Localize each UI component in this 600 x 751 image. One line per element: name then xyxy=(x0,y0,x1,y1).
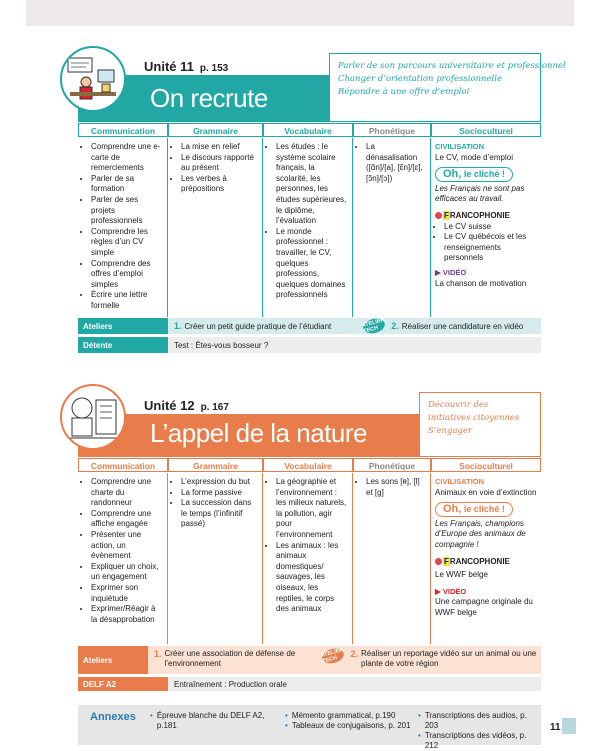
atelier-2: Réaliser un reportage vidéo sur un animal ou une plante de votre région xyxy=(361,649,537,668)
page-number-tab xyxy=(562,718,576,734)
francophonie-rest: RANCOPHONIE xyxy=(449,210,510,220)
annexe-text: Transcriptions des vidéos, p. 212 xyxy=(424,731,527,750)
unit-12-title-block xyxy=(78,392,419,457)
objective: Répondre à une offre d’emploi xyxy=(338,87,470,97)
cliche-text: Les Français ne sont pas efficaces au travail. xyxy=(435,183,525,204)
header-grammaire: Grammaire xyxy=(168,458,263,472)
annexe-text: Mémento grammatical, p.190 xyxy=(291,711,396,720)
atelier-1: Créer une association de défense de l’environnement xyxy=(164,649,296,668)
unit-12-illustration xyxy=(60,384,126,450)
francophonie-title xyxy=(435,211,537,222)
video-text: La chanson de motivation xyxy=(435,278,527,288)
francophonie-dot-icon xyxy=(435,558,442,565)
header-phonetique: Phonétique xyxy=(353,458,431,472)
list-item: • Le CV suisse xyxy=(444,222,537,233)
unit-11-content xyxy=(78,138,541,317)
cliche-oh: Oh, xyxy=(443,168,462,181)
unit-11-header xyxy=(78,53,566,122)
francophonie-rest: RANCOPHONIE xyxy=(449,556,510,566)
unit-12-ateliers-row xyxy=(78,646,541,674)
list-item: • Comprendre une affiche engagée xyxy=(91,509,163,530)
video-label: VIDÉO xyxy=(442,586,467,596)
unit-11-ateliers-row xyxy=(78,318,541,334)
unit-12-socioculturel xyxy=(431,473,541,644)
atelier-tech-badge: ATELIER TECH xyxy=(320,647,345,665)
header-communication: Communication xyxy=(78,458,168,472)
header-communication: Communication xyxy=(78,123,168,137)
unit-11-number: Unité 11 xyxy=(144,59,194,74)
atelier-tech-badge: ATELIER TECH xyxy=(361,317,386,335)
unit-12-vocabulaire xyxy=(263,473,353,644)
list-item: • Comprendre les règles d’un CV simple xyxy=(91,227,163,259)
cliche-text: Les Français, champions d’Europe des animaux de compagnie ! xyxy=(435,518,526,549)
francophonie-item: Le WWF belge xyxy=(435,570,488,580)
atelier-number: 1. xyxy=(174,321,182,331)
bullet-icon: • xyxy=(418,711,421,720)
list-item: • Comprendre une charte du randonneur xyxy=(91,477,163,509)
unit-12-communication xyxy=(78,473,168,644)
list-item: • Présenter une action, un évènement xyxy=(91,530,163,562)
atelier-number: 2. xyxy=(391,321,399,331)
objective: Découvrir des initiatives citoyennes xyxy=(428,400,520,423)
list-item: • Comprendre une e-carte de remerciements xyxy=(91,142,163,174)
annexes-column-1 xyxy=(150,711,275,731)
list-item: • Les verbes à prépositions xyxy=(181,174,258,195)
objective: S’engager xyxy=(428,426,473,436)
list-item: • Le CV québécois et les renseignements personnels xyxy=(444,232,537,264)
annexe-item xyxy=(285,721,413,731)
bullet-icon: • xyxy=(285,711,288,720)
unit-11-communication xyxy=(78,138,168,317)
list-item: • La mise en relief xyxy=(181,142,258,153)
header-grammaire: Grammaire xyxy=(168,123,263,137)
francophonie-title xyxy=(435,557,537,568)
ateliers-label: Ateliers xyxy=(78,646,148,674)
unit-11-vocabulaire xyxy=(263,138,353,317)
video-title xyxy=(435,268,537,279)
unit-11-column-headers xyxy=(78,123,541,137)
bullet-icon: • xyxy=(285,721,288,730)
unit-12-phonetique xyxy=(353,473,431,644)
detente-text: Test : Êtes-vous bosseur ? xyxy=(174,340,269,350)
unit-12-grammaire xyxy=(168,473,263,644)
list-item: • Exprimer/Réagir à la désapprobation xyxy=(91,604,163,625)
list-item: • Écrire une lettre formelle xyxy=(91,290,163,311)
nature-drawing-icon xyxy=(62,386,124,448)
list-item: • Le discours rapporté au présent xyxy=(181,153,258,174)
ateliers-content xyxy=(168,318,541,334)
cliche-badge xyxy=(435,502,513,517)
objective: Parler de son parcours universitaire et professionnel xyxy=(338,61,566,71)
list-item: • Les animaux : les animaux domestiques/ sauvages, les oiseaux, les reptiles, le corps des animaux xyxy=(276,541,348,615)
francophonie-initial: F xyxy=(444,210,449,220)
list-item: • Expliquer un choix, un engagement xyxy=(91,562,163,583)
list-item: • Exprimer son inquiétude xyxy=(91,583,163,604)
unit-12-label xyxy=(144,398,229,413)
cliche-badge xyxy=(435,167,513,182)
header-phonetique: Phonétique xyxy=(353,123,431,137)
unit-11-objectives xyxy=(329,53,566,122)
video-play-icon: ▶ xyxy=(435,267,441,277)
bullet-icon: • xyxy=(150,711,153,720)
bullet-icon: • xyxy=(418,731,421,740)
cliche-oh: Oh, xyxy=(443,503,462,516)
detente-label: Détente xyxy=(78,337,168,353)
list-item: • La forme passive xyxy=(181,488,258,499)
annexe-text: Transcriptions des audios, p. 203 xyxy=(424,711,527,730)
header-vocabulaire: Vocabulaire xyxy=(263,458,353,472)
top-band xyxy=(26,0,574,26)
office-drawing-icon xyxy=(62,48,124,110)
cliche-label: le cliché ! xyxy=(463,504,505,515)
unit-12-content xyxy=(78,473,541,644)
delf-text: Entraînement : Production orale xyxy=(174,679,287,689)
delf-label: DELF A2 xyxy=(78,677,168,691)
cliche-label: le cliché ! xyxy=(463,169,505,180)
annexe-item xyxy=(418,711,540,731)
atelier-number: 2. xyxy=(350,649,358,659)
atelier-2: Réaliser une candidature en vidéo xyxy=(401,321,524,331)
header-socioculturel: Socioculturel xyxy=(431,123,541,137)
header-vocabulaire: Vocabulaire xyxy=(263,123,353,137)
video-play-icon: ▶ xyxy=(435,586,441,596)
atelier-1: Créer un petit guide pratique de l’étudiant xyxy=(184,321,332,331)
annexe-text: Tableaux de conjugaisons, p. 201 xyxy=(291,721,411,730)
annexes-column-2 xyxy=(285,711,413,731)
list-item: • Parler de sa formation xyxy=(91,174,163,195)
list-item: • La succession dans le temps (l’infinitif passé) xyxy=(181,498,258,530)
annexe-item xyxy=(418,731,540,751)
list-item: • Comprendre des offres d’emploi simples xyxy=(91,259,163,291)
list-item: • La géographie et l’environnement : les milieux naturels, la pollution, agir pour l’environnement xyxy=(276,477,348,541)
unit-11-label xyxy=(144,59,228,74)
list-item: • Les études : le système scolaire français, la scolarité, les personnes, les études supérieures, le diplôme, l’évaluation xyxy=(276,142,348,227)
list-item: • La dénasalisation ([ɑ̃n]/[a], [ɛ̃n]/[ɛ], [ɔ̃n]/[ɔ]) xyxy=(366,142,426,184)
ateliers-content xyxy=(148,646,541,674)
list-item: • Les sons [ʀ], [l] et [g] xyxy=(366,477,426,498)
unit-12-header xyxy=(78,392,541,457)
civilisation-title: CIVILISATION xyxy=(435,142,485,151)
unit-12-page: p. 167 xyxy=(200,402,229,413)
francophonie-initial: F xyxy=(444,556,449,566)
annexe-text: Épreuve blanche du DELF A2, p.181 xyxy=(156,711,265,730)
video-label: VIDÉO xyxy=(442,267,467,277)
unit-11-phonetique xyxy=(353,138,431,317)
annexes-box xyxy=(78,705,541,750)
list-item: • Le monde professionnel : travailler, le CV, quelques professions, quelques domaines professionnels xyxy=(276,227,348,301)
civilisation-title: CIVILISATION xyxy=(435,477,485,486)
unit-12-column-headers xyxy=(78,458,541,472)
francophonie-dot-icon xyxy=(435,212,442,219)
unit-11-illustration xyxy=(60,46,126,112)
atelier-number: 1. xyxy=(153,649,162,659)
annexes-title: Annexes xyxy=(90,711,136,723)
unit-12-number: Unité 12 xyxy=(144,398,195,413)
unit-12-objectives xyxy=(419,392,541,457)
civilisation-text: Le CV, mode d’emploi xyxy=(435,152,513,162)
ateliers-label: Ateliers xyxy=(78,318,168,334)
unit-11-grammaire xyxy=(168,138,263,317)
annexe-item xyxy=(285,711,413,721)
list-item: • L’expression du but xyxy=(181,477,258,488)
unit-12-delf-row xyxy=(78,677,541,691)
unit-11-detente-row xyxy=(78,337,541,353)
annexes-column-3 xyxy=(418,711,540,751)
objective: Changer d’orientation professionnelle xyxy=(338,74,503,84)
unit-11-socioculturel xyxy=(431,138,541,317)
unit-11-title: On recrute xyxy=(150,83,268,113)
video-text: Une campagne originale du WWF belge xyxy=(435,597,533,617)
annexe-item xyxy=(150,711,275,731)
video-title xyxy=(435,587,537,598)
page-number: 11 xyxy=(550,722,561,733)
unit-11-page: p. 153 xyxy=(199,63,229,74)
list-item: • Parler de ses projets professionnels xyxy=(91,195,163,227)
unit-12-title: L’appel de la nature xyxy=(150,418,367,448)
header-socioculturel: Socioculturel xyxy=(431,458,541,472)
civilisation-text: Animaux en voie d’extinction xyxy=(435,487,537,497)
